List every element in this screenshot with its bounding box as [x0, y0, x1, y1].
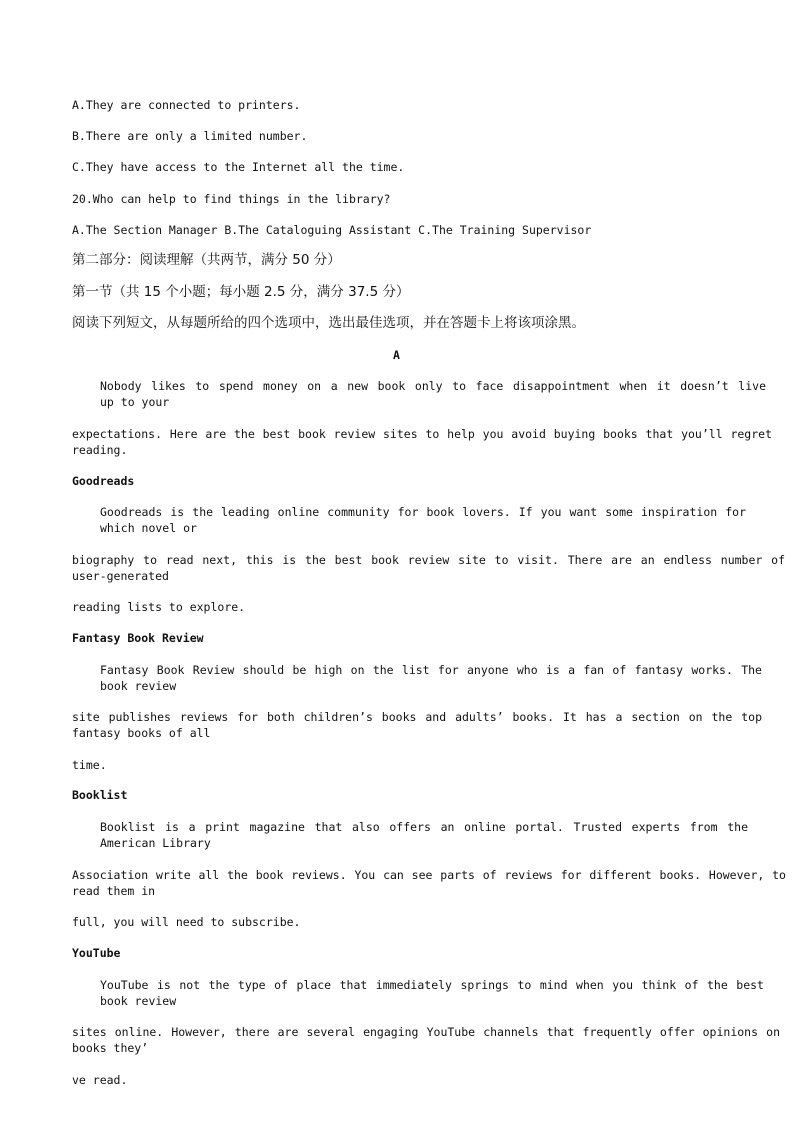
- goodreads-line2: which novel or: [100, 521, 197, 535]
- fantasy-line1: Fantasy Book Review should be high on the list for anyone who is a fan of fantasy works. The: [100, 663, 762, 677]
- goodreads-line1: Goodreads is the leading online community for book lovers. If you want some inspiration for: [100, 505, 746, 519]
- section1-heading: 第一节（共 15 个小题；每小题 2.5 分，满分 37.5 分）: [72, 284, 410, 300]
- youtube-line5: ve read.: [72, 1073, 128, 1087]
- fantasy-line2: book review: [100, 679, 177, 693]
- question-20: 20.Who can help to find things in the library?: [72, 192, 391, 206]
- youtube-title: YouTube: [72, 946, 121, 960]
- goodreads-line5: reading lists to explore.: [72, 600, 246, 614]
- goodreads-line3: biography to read next, this is the best book review site to visit. There are an endless number of: [72, 553, 785, 567]
- option-a: A.They are connected to printers.: [72, 98, 301, 112]
- booklist-line5: full, you will need to subscribe.: [72, 915, 301, 929]
- youtube-line1: YouTube is not the type of place that immediately springs to mind when you think of the best: [100, 978, 764, 992]
- booklist-title: Booklist: [72, 788, 128, 802]
- part2-heading: 第二部分：阅读理解（共两节，满分 50 分）: [72, 252, 341, 268]
- passage-label: A: [393, 348, 400, 362]
- intro-line2: up to your: [100, 395, 170, 409]
- option-b: B.There are only a limited number.: [72, 129, 308, 143]
- intro-line4: reading.: [72, 443, 128, 457]
- youtube-line2: book review: [100, 994, 177, 1008]
- intro-line1: Nobody likes to spend money on a new book only to face disappointment when it doesn’t live: [100, 379, 766, 393]
- booklist-line1: Booklist is a print magazine that also offers an online portal. Trusted experts from the: [100, 820, 748, 834]
- youtube-line4: books they’: [72, 1041, 149, 1055]
- fantasy-line4: fantasy books of all: [72, 726, 211, 740]
- instruction: 阅读下列短文，从每题所给的四个选项中，选出最佳选项，并在答题卡上将该项涂黑。: [72, 315, 585, 331]
- fantasy-line3: site publishes reviews for both children’s books and adults’ books. It has a section on the top: [72, 710, 762, 724]
- goodreads-title: Goodreads: [72, 474, 135, 488]
- option-c: C.They have access to the Internet all the time.: [72, 160, 405, 174]
- intro-line3: expectations. Here are the best book review sites to help you avoid buying books that you’ll regret: [72, 427, 772, 441]
- booklist-line3: Association write all the book reviews. You can see parts of reviews for different books. However, to: [72, 868, 786, 882]
- fantasy-line5: time.: [72, 758, 107, 772]
- booklist-line4: read them in: [72, 884, 156, 898]
- goodreads-line4: user-generated: [72, 569, 169, 583]
- fantasy-title: Fantasy Book Review: [72, 631, 204, 645]
- question-20-options: A.The Section Manager B.The Cataloguing Assistant C.The Training Supervisor: [72, 223, 592, 237]
- booklist-line2: American Library: [100, 836, 211, 850]
- youtube-line3: sites online. However, there are several engaging YouTube channels that frequently offer opinions on: [72, 1025, 780, 1039]
